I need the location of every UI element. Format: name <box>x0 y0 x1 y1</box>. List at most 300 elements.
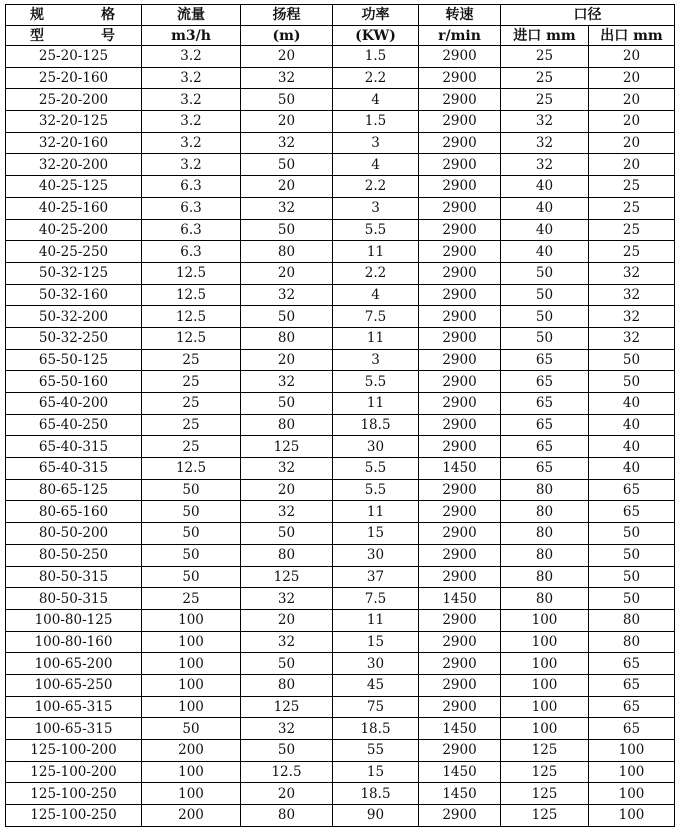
power-cell: 45 <box>333 674 419 696</box>
flow-cell: 25 <box>142 414 241 436</box>
head-cell: 20 <box>241 783 333 805</box>
outlet-cell: 25 <box>589 176 675 198</box>
power-cell: 15 <box>333 631 419 653</box>
flow-cell: 3.2 <box>142 132 241 154</box>
power-cell: 2.2 <box>333 176 419 198</box>
caliber-header: 口径 <box>501 5 675 26</box>
model-cell: 125-100-200 <box>6 740 142 762</box>
inlet-cell: 25 <box>501 46 589 68</box>
outlet-cell: 20 <box>589 154 675 176</box>
model-header-sub <box>6 26 142 46</box>
outlet-header: 出口 mm <box>589 26 675 46</box>
flow-cell: 3.2 <box>142 154 241 176</box>
outlet-cell: 20 <box>589 111 675 133</box>
outlet-cell: 20 <box>589 46 675 68</box>
outlet-cell: 65 <box>589 501 675 523</box>
model-cell: 80-50-200 <box>6 523 142 545</box>
flow-cell: 50 <box>142 523 241 545</box>
power-cell: 3 <box>333 132 419 154</box>
flow-cell: 200 <box>142 805 241 827</box>
flow-cell: 100 <box>142 674 241 696</box>
speed-cell: 2900 <box>419 176 501 198</box>
outlet-cell: 25 <box>589 197 675 219</box>
inlet-cell: 80 <box>501 479 589 501</box>
table-row <box>6 241 675 263</box>
inlet-cell: 25 <box>501 89 589 111</box>
inlet-cell: 32 <box>501 111 589 133</box>
speed-cell: 2900 <box>419 154 501 176</box>
flow-cell: 50 <box>142 479 241 501</box>
model-cell: 50-32-250 <box>6 327 142 349</box>
table-row <box>6 805 675 827</box>
model-cell: 40-25-160 <box>6 197 142 219</box>
flow-cell: 12.5 <box>142 262 241 284</box>
speed-cell: 2900 <box>419 631 501 653</box>
inlet-cell: 32 <box>501 132 589 154</box>
power-cell: 2.2 <box>333 262 419 284</box>
model-cell: 65-50-125 <box>6 349 142 371</box>
flow-cell: 6.3 <box>142 241 241 263</box>
inlet-cell: 125 <box>501 761 589 783</box>
table-row <box>6 761 675 783</box>
table-body <box>6 46 675 827</box>
head-cell: 50 <box>241 306 333 328</box>
outlet-cell: 32 <box>589 327 675 349</box>
model-cell: 25-20-125 <box>6 46 142 68</box>
table-row <box>6 327 675 349</box>
outlet-cell: 20 <box>589 89 675 111</box>
model-header-char: 规 <box>30 7 44 23</box>
head-cell: 50 <box>241 154 333 176</box>
outlet-cell: 50 <box>589 349 675 371</box>
table-row <box>6 718 675 740</box>
flow-cell: 6.3 <box>142 176 241 198</box>
power-unit: (KW) <box>333 26 419 46</box>
header-row-bottom <box>6 26 675 46</box>
speed-cell: 2900 <box>419 740 501 762</box>
flow-cell: 100 <box>142 609 241 631</box>
inlet-cell: 80 <box>501 501 589 523</box>
power-cell: 4 <box>333 284 419 306</box>
flow-cell: 25 <box>142 393 241 415</box>
inlet-cell: 32 <box>501 154 589 176</box>
outlet-cell: 32 <box>589 284 675 306</box>
table-row <box>6 523 675 545</box>
speed-cell: 2900 <box>419 219 501 241</box>
head-cell: 50 <box>241 393 333 415</box>
speed-cell: 2900 <box>419 653 501 675</box>
model-cell: 100-80-125 <box>6 609 142 631</box>
model-cell: 100-65-315 <box>6 718 142 740</box>
power-cell: 11 <box>333 241 419 263</box>
inlet-cell: 65 <box>501 436 589 458</box>
flow-cell: 25 <box>142 349 241 371</box>
head-cell: 80 <box>241 674 333 696</box>
model-cell: 80-65-160 <box>6 501 142 523</box>
head-cell: 32 <box>241 631 333 653</box>
model-cell: 100-80-160 <box>6 631 142 653</box>
flow-cell: 3.2 <box>142 67 241 89</box>
head-cell: 80 <box>241 414 333 436</box>
outlet-cell: 32 <box>589 306 675 328</box>
inlet-cell: 100 <box>501 696 589 718</box>
inlet-cell: 100 <box>501 609 589 631</box>
table-row <box>6 783 675 805</box>
flow-cell: 200 <box>142 740 241 762</box>
speed-cell: 2900 <box>419 241 501 263</box>
flow-cell: 50 <box>142 501 241 523</box>
head-cell: 32 <box>241 67 333 89</box>
inlet-cell: 80 <box>501 523 589 545</box>
outlet-cell: 25 <box>589 219 675 241</box>
speed-cell: 2900 <box>419 544 501 566</box>
speed-cell: 1450 <box>419 718 501 740</box>
model-cell: 32-20-125 <box>6 111 142 133</box>
speed-cell: 2900 <box>419 111 501 133</box>
table-row <box>6 566 675 588</box>
model-cell: 65-40-315 <box>6 458 142 480</box>
speed-cell: 2900 <box>419 327 501 349</box>
outlet-cell: 20 <box>589 67 675 89</box>
flow-cell: 50 <box>142 566 241 588</box>
head-unit: (m) <box>241 26 333 46</box>
head-cell: 32 <box>241 501 333 523</box>
inlet-cell: 65 <box>501 393 589 415</box>
table-row <box>6 609 675 631</box>
outlet-cell: 50 <box>589 566 675 588</box>
model-header-char: 号 <box>101 27 115 44</box>
power-cell: 3 <box>333 197 419 219</box>
speed-cell: 2900 <box>419 284 501 306</box>
table-row <box>6 588 675 610</box>
outlet-cell: 100 <box>589 783 675 805</box>
head-cell: 50 <box>241 523 333 545</box>
table-row <box>6 176 675 198</box>
head-cell: 50 <box>241 653 333 675</box>
head-cell: 12.5 <box>241 761 333 783</box>
power-cell: 30 <box>333 544 419 566</box>
speed-cell: 2900 <box>419 67 501 89</box>
head-cell: 32 <box>241 371 333 393</box>
outlet-cell: 40 <box>589 436 675 458</box>
power-cell: 75 <box>333 696 419 718</box>
outlet-cell: 65 <box>589 718 675 740</box>
outlet-cell: 80 <box>589 609 675 631</box>
flow-cell: 100 <box>142 631 241 653</box>
outlet-cell: 40 <box>589 458 675 480</box>
head-cell: 80 <box>241 805 333 827</box>
head-header: 扬程 <box>241 5 333 26</box>
speed-cell: 2900 <box>419 393 501 415</box>
inlet-cell: 100 <box>501 631 589 653</box>
power-cell: 37 <box>333 566 419 588</box>
outlet-cell: 100 <box>589 761 675 783</box>
outlet-cell: 50 <box>589 544 675 566</box>
inlet-header: 进口 mm <box>501 26 589 46</box>
flow-cell: 6.3 <box>142 219 241 241</box>
inlet-cell: 100 <box>501 674 589 696</box>
table-row <box>6 696 675 718</box>
table-row <box>6 479 675 501</box>
model-cell: 32-20-200 <box>6 154 142 176</box>
flow-cell: 12.5 <box>142 327 241 349</box>
model-cell: 125-100-200 <box>6 761 142 783</box>
head-cell: 32 <box>241 588 333 610</box>
head-cell: 125 <box>241 436 333 458</box>
speed-cell: 1450 <box>419 588 501 610</box>
head-cell: 125 <box>241 696 333 718</box>
power-cell: 1.5 <box>333 111 419 133</box>
speed-cell: 2900 <box>419 479 501 501</box>
model-cell: 65-40-250 <box>6 414 142 436</box>
model-cell: 100-65-200 <box>6 653 142 675</box>
inlet-cell: 125 <box>501 740 589 762</box>
model-header-char: 格 <box>101 7 115 23</box>
power-cell: 1.5 <box>333 46 419 68</box>
speed-cell: 2900 <box>419 566 501 588</box>
model-cell: 125-100-250 <box>6 805 142 827</box>
table-row <box>6 674 675 696</box>
head-cell: 20 <box>241 46 333 68</box>
power-cell: 15 <box>333 523 419 545</box>
head-cell: 50 <box>241 740 333 762</box>
outlet-cell: 40 <box>589 414 675 436</box>
inlet-cell: 50 <box>501 284 589 306</box>
power-cell: 55 <box>333 740 419 762</box>
flow-header: 流量 <box>142 5 241 26</box>
outlet-cell: 32 <box>589 262 675 284</box>
speed-cell: 2900 <box>419 89 501 111</box>
flow-cell: 12.5 <box>142 306 241 328</box>
power-header: 功率 <box>333 5 419 26</box>
power-cell: 4 <box>333 89 419 111</box>
pump-spec-table <box>5 4 675 827</box>
flow-unit: m3/h <box>142 26 241 46</box>
outlet-cell: 50 <box>589 588 675 610</box>
table-row <box>6 132 675 154</box>
model-cell: 25-20-160 <box>6 67 142 89</box>
speed-cell: 2900 <box>419 371 501 393</box>
model-cell: 65-40-315 <box>6 436 142 458</box>
table-row <box>6 501 675 523</box>
inlet-cell: 40 <box>501 176 589 198</box>
table-row <box>6 154 675 176</box>
power-cell: 18.5 <box>333 414 419 436</box>
inlet-cell: 80 <box>501 566 589 588</box>
table-row <box>6 111 675 133</box>
table-row <box>6 306 675 328</box>
model-header-bottom <box>6 29 141 43</box>
inlet-cell: 80 <box>501 588 589 610</box>
model-header <box>6 5 142 26</box>
power-cell: 7.5 <box>333 588 419 610</box>
model-cell: 40-25-125 <box>6 176 142 198</box>
flow-cell: 3.2 <box>142 111 241 133</box>
flow-cell: 25 <box>142 588 241 610</box>
table-row <box>6 414 675 436</box>
power-cell: 5.5 <box>333 479 419 501</box>
head-cell: 50 <box>241 89 333 111</box>
speed-cell: 2900 <box>419 609 501 631</box>
table-row <box>6 458 675 480</box>
model-cell: 40-25-200 <box>6 219 142 241</box>
table-row <box>6 436 675 458</box>
speed-unit: r/min <box>419 26 501 46</box>
model-cell: 32-20-160 <box>6 132 142 154</box>
table-row <box>6 544 675 566</box>
inlet-cell: 100 <box>501 718 589 740</box>
model-cell: 100-65-315 <box>6 696 142 718</box>
inlet-cell: 65 <box>501 414 589 436</box>
header-row-top <box>6 5 675 26</box>
model-cell: 80-50-250 <box>6 544 142 566</box>
power-cell: 11 <box>333 327 419 349</box>
inlet-cell: 40 <box>501 241 589 263</box>
inlet-cell: 80 <box>501 544 589 566</box>
power-cell: 18.5 <box>333 783 419 805</box>
flow-cell: 100 <box>142 696 241 718</box>
table-row <box>6 89 675 111</box>
table-row <box>6 67 675 89</box>
inlet-cell: 100 <box>501 653 589 675</box>
speed-cell: 2900 <box>419 306 501 328</box>
power-cell: 30 <box>333 436 419 458</box>
speed-header: 转速 <box>419 5 501 26</box>
inlet-cell: 50 <box>501 262 589 284</box>
head-cell: 20 <box>241 111 333 133</box>
power-cell: 15 <box>333 761 419 783</box>
outlet-cell: 65 <box>589 479 675 501</box>
outlet-cell: 100 <box>589 740 675 762</box>
speed-cell: 2900 <box>419 436 501 458</box>
outlet-cell: 65 <box>589 674 675 696</box>
model-header-top <box>6 8 141 22</box>
model-cell: 65-40-200 <box>6 393 142 415</box>
speed-cell: 2900 <box>419 805 501 827</box>
outlet-cell: 80 <box>589 631 675 653</box>
inlet-cell: 125 <box>501 783 589 805</box>
power-cell: 4 <box>333 154 419 176</box>
head-cell: 80 <box>241 327 333 349</box>
head-cell: 80 <box>241 241 333 263</box>
table-row <box>6 371 675 393</box>
power-cell: 2.2 <box>333 67 419 89</box>
head-cell: 32 <box>241 458 333 480</box>
speed-cell: 1450 <box>419 761 501 783</box>
table-row <box>6 740 675 762</box>
head-cell: 32 <box>241 197 333 219</box>
power-cell: 90 <box>333 805 419 827</box>
model-cell: 80-50-315 <box>6 588 142 610</box>
flow-cell: 50 <box>142 544 241 566</box>
inlet-cell: 125 <box>501 805 589 827</box>
table-row <box>6 262 675 284</box>
head-cell: 20 <box>241 176 333 198</box>
table-row <box>6 631 675 653</box>
model-header-char: 型 <box>30 27 44 44</box>
model-cell: 50-32-125 <box>6 262 142 284</box>
table-header <box>6 5 675 46</box>
head-cell: 80 <box>241 544 333 566</box>
outlet-cell: 25 <box>589 241 675 263</box>
head-cell: 20 <box>241 349 333 371</box>
model-cell: 50-32-200 <box>6 306 142 328</box>
head-cell: 32 <box>241 718 333 740</box>
power-cell: 5.5 <box>333 371 419 393</box>
model-cell: 80-50-315 <box>6 566 142 588</box>
outlet-cell: 20 <box>589 132 675 154</box>
inlet-cell: 65 <box>501 458 589 480</box>
model-cell: 100-65-250 <box>6 674 142 696</box>
flow-cell: 3.2 <box>142 46 241 68</box>
flow-cell: 6.3 <box>142 197 241 219</box>
inlet-cell: 40 <box>501 219 589 241</box>
flow-cell: 12.5 <box>142 284 241 306</box>
inlet-cell: 65 <box>501 349 589 371</box>
flow-cell: 100 <box>142 653 241 675</box>
inlet-cell: 25 <box>501 67 589 89</box>
model-cell: 50-32-160 <box>6 284 142 306</box>
model-cell: 65-50-160 <box>6 371 142 393</box>
speed-cell: 1450 <box>419 458 501 480</box>
table-row <box>6 219 675 241</box>
outlet-cell: 65 <box>589 653 675 675</box>
speed-cell: 2900 <box>419 696 501 718</box>
power-cell: 3 <box>333 349 419 371</box>
flow-cell: 25 <box>142 436 241 458</box>
flow-cell: 3.2 <box>142 89 241 111</box>
speed-cell: 2900 <box>419 262 501 284</box>
inlet-cell: 65 <box>501 371 589 393</box>
head-cell: 125 <box>241 566 333 588</box>
model-cell: 125-100-250 <box>6 783 142 805</box>
flow-cell: 25 <box>142 371 241 393</box>
head-cell: 50 <box>241 219 333 241</box>
table-row <box>6 653 675 675</box>
power-cell: 11 <box>333 501 419 523</box>
flow-cell: 12.5 <box>142 458 241 480</box>
table-row <box>6 197 675 219</box>
speed-cell: 2900 <box>419 523 501 545</box>
speed-cell: 1450 <box>419 783 501 805</box>
head-cell: 20 <box>241 262 333 284</box>
power-cell: 18.5 <box>333 718 419 740</box>
model-cell: 40-25-250 <box>6 241 142 263</box>
head-cell: 32 <box>241 284 333 306</box>
table-row <box>6 349 675 371</box>
speed-cell: 2900 <box>419 414 501 436</box>
outlet-cell: 65 <box>589 696 675 718</box>
power-cell: 5.5 <box>333 219 419 241</box>
outlet-cell: 50 <box>589 371 675 393</box>
inlet-cell: 50 <box>501 327 589 349</box>
model-cell: 80-65-125 <box>6 479 142 501</box>
table-row <box>6 46 675 68</box>
power-cell: 30 <box>333 653 419 675</box>
speed-cell: 2900 <box>419 501 501 523</box>
outlet-cell: 40 <box>589 393 675 415</box>
speed-cell: 2900 <box>419 349 501 371</box>
outlet-cell: 50 <box>589 523 675 545</box>
power-cell: 5.5 <box>333 458 419 480</box>
speed-cell: 2900 <box>419 674 501 696</box>
inlet-cell: 50 <box>501 306 589 328</box>
speed-cell: 2900 <box>419 197 501 219</box>
speed-cell: 2900 <box>419 132 501 154</box>
model-cell: 25-20-200 <box>6 89 142 111</box>
table-row <box>6 284 675 306</box>
flow-cell: 100 <box>142 761 241 783</box>
